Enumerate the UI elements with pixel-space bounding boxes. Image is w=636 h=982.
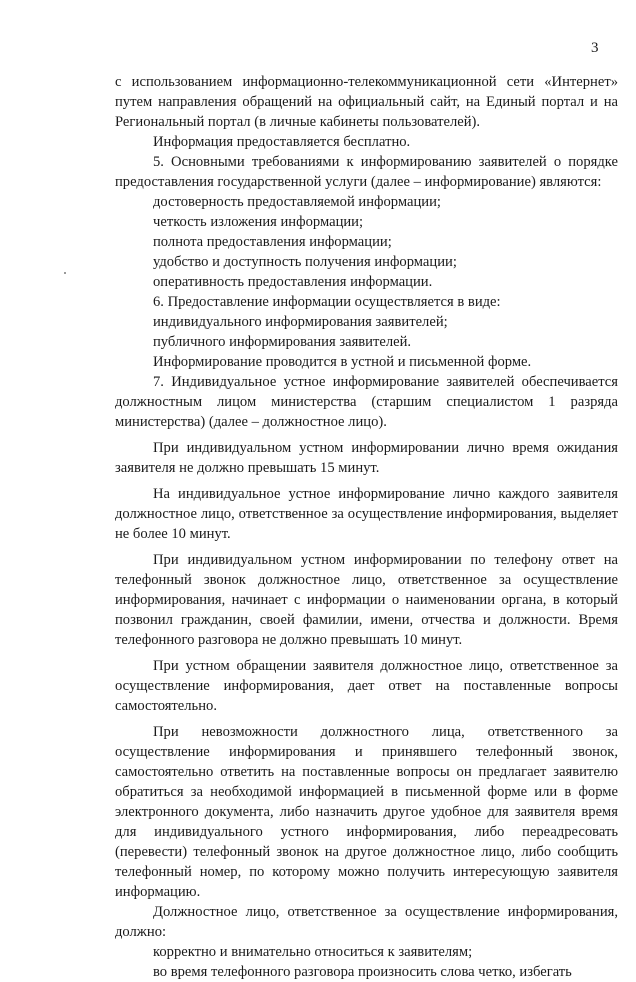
paragraph-free-of-charge: Информация предоставляется бесплатно. xyxy=(153,134,411,150)
paragraph-oral-written: Информирование проводится в устной и письменной форме. xyxy=(153,354,532,370)
paragraph-item-7: 7. Индивидуальное устное информирование заявителей обеспечивается должностным лицом министерства (старшим специалистом 1 разряда министерства) (далее – должностное лицо). xyxy=(115,374,618,430)
list-item: индивидуального информирования заявителей; xyxy=(153,314,448,330)
document-body xyxy=(115,72,618,982)
list-item: удобство и доступность получения информации; xyxy=(153,254,457,270)
list-item: полнота предоставления информации; xyxy=(153,234,392,250)
list-item: корректно и внимательно относиться к заявителям; xyxy=(153,944,473,960)
list-item: публичного информирования заявителей. xyxy=(153,334,412,350)
list-item: оперативность предоставления информации. xyxy=(153,274,433,290)
paragraph-phone-informing: При индивидуальном устном информировании по телефону ответ на телефонный звонок должностное лицо, ответственное за осуществление информирования, начинает с информации о наименовании органа, в который позвонил гражданин, своей фамилии, имени, отчества и должности. Время телефонного разговора не должно превышать 10 минут. xyxy=(115,552,618,648)
paragraph-phone-speech: во время телефонного разговора произносить слова четко, избегать xyxy=(153,964,572,980)
paragraph-waiting-time: При индивидуальном устном информировании лично время ожидания заявителя не должно превышать 15 минут. xyxy=(115,440,618,476)
paragraph-item-5: 5. Основными требованиями к информированию заявителей о порядке предоставления государственной услуги (далее – информирование) являются: xyxy=(115,154,618,190)
list-item: четкость изложения информации; xyxy=(153,214,364,230)
paragraph-official-must: Должностное лицо, ответственное за осуществление информирования, должно: xyxy=(115,904,618,940)
paragraph-impossibility: При невозможности должностного лица, ответственного за осуществление информирования и принявшего телефонный звонок, самостоятельно ответить на поставленные вопросы он предлагает заявителю обратиться за необходимой информацией в письменной форме или в форме электронного документа, либо назначить другое удобное для заявителя время для индивидуального устного информирования, либо переадресовать (перевести) телефонный звонок на другое должностное лицо, либо сообщить телефонный номер, по которому можно получить интересующую заявителя информацию. xyxy=(115,724,618,900)
paragraph-personal-time: На индивидуальное устное информирование лично каждого заявителя должностное лицо, ответственное за осуществление информирования, выделяет не более 10 минут. xyxy=(115,486,618,542)
list-item: достоверность предоставляемой информации; xyxy=(153,194,441,210)
paragraph-intro-continuation: с использованием информационно-телекоммуникационной сети «Интернет» путем направления обращений на официальный сайт, на Единый портал и на Региональный портал (в личные кабинеты пользователей). xyxy=(115,74,618,130)
paragraph-oral-request: При устном обращении заявителя должностное лицо, ответственное за осуществление информирования, дает ответ на поставленные вопросы самостоятельно. xyxy=(115,658,618,714)
scan-speck xyxy=(64,272,66,274)
paragraph-item-6: 6. Предоставление информации осуществляется в виде: xyxy=(153,294,501,310)
page-number: 3 xyxy=(591,40,599,56)
